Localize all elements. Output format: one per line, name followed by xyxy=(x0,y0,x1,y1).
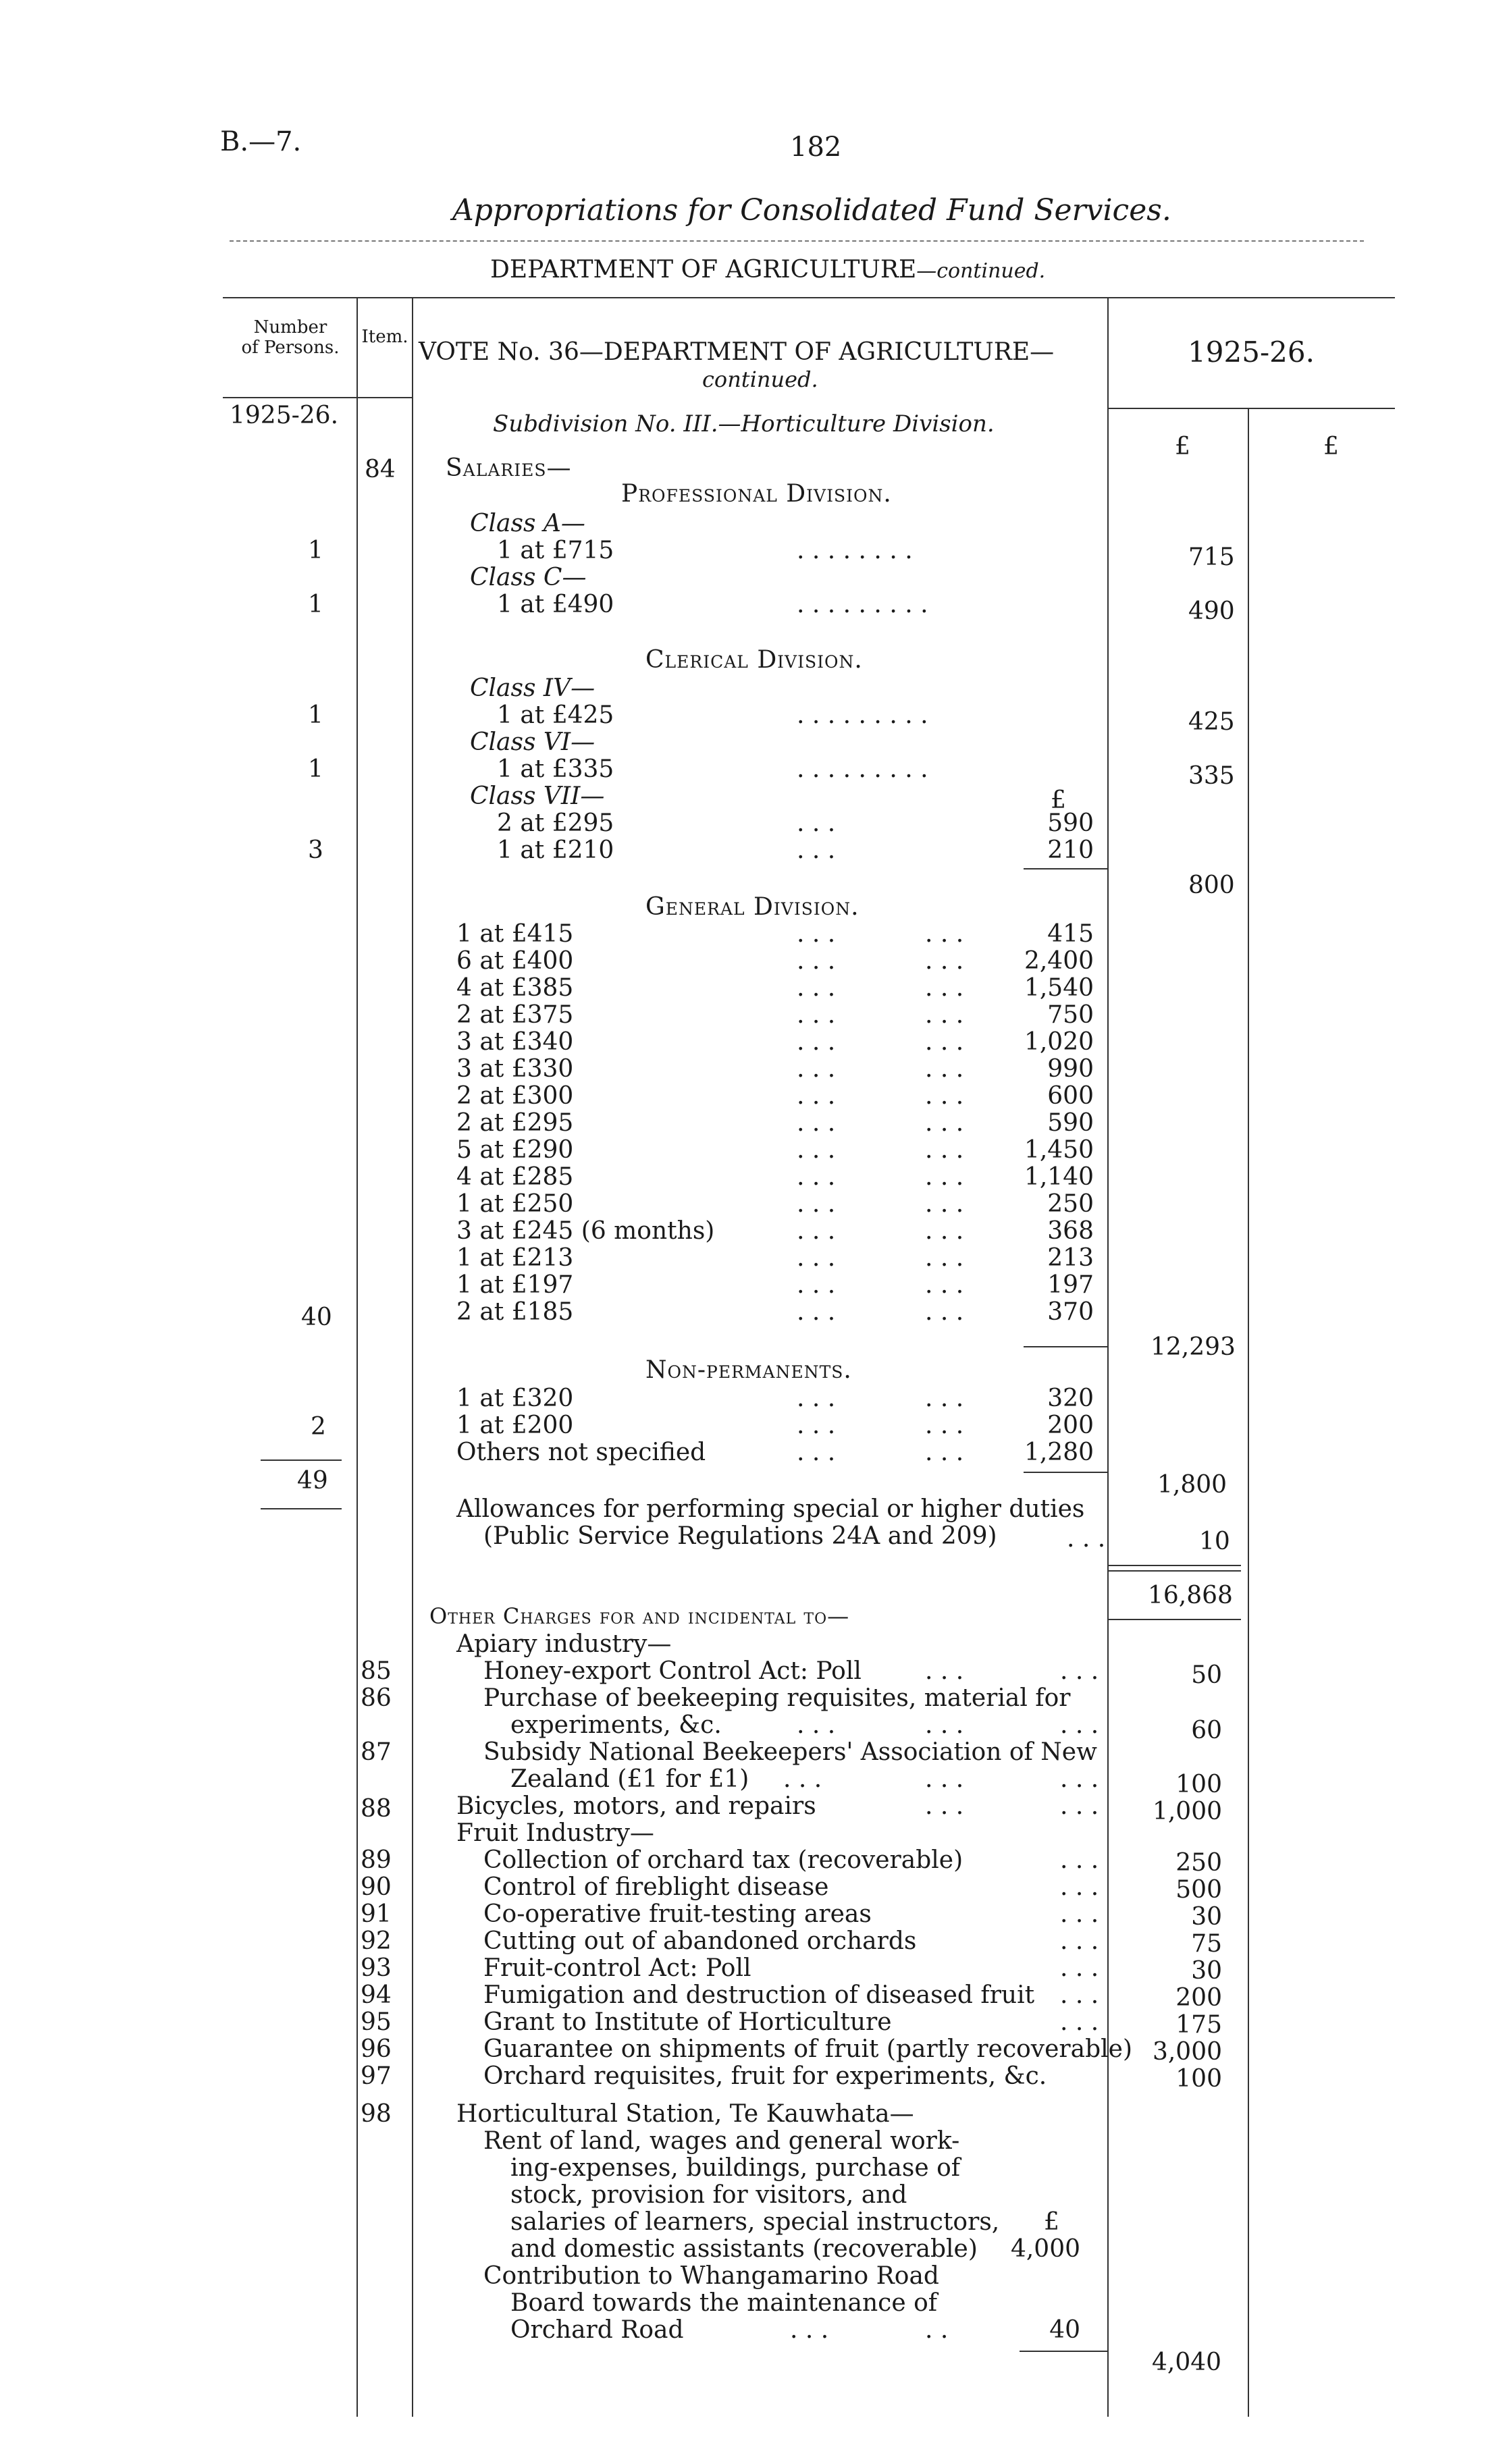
class-a-label: Class A— xyxy=(470,510,585,537)
item-86-dots-c: . . . xyxy=(1060,1711,1099,1739)
general-row-dots: . . . xyxy=(797,947,836,975)
nonperm-row-dots: . . . xyxy=(797,1412,836,1439)
nonperm-total-rule xyxy=(1024,1472,1107,1473)
general-row-amount: 197 xyxy=(1047,1271,1094,1299)
bicycles-dots-a: . . . xyxy=(925,1792,964,1820)
fruit-item-amount: 200 xyxy=(1175,1984,1222,2012)
general-row-dots: . . . xyxy=(797,1163,836,1191)
class-vii-dots-2: . . . xyxy=(797,836,836,864)
class-vi-label: Class VI— xyxy=(470,728,596,756)
class-vi-desc: 1 at £335 xyxy=(497,755,614,783)
nonperm-row-dots: . . . xyxy=(797,1439,836,1466)
fruit-item-dots: . . . xyxy=(1060,1981,1099,2009)
general-row-amount: 990 xyxy=(1047,1055,1094,1083)
persons-header-line2: of Persons. xyxy=(241,338,340,358)
fruit-item-desc: Collection of orchard tax (recoverable) xyxy=(483,1846,963,1874)
class-vii-sub-2: 210 xyxy=(1047,836,1094,864)
station-heading: Horticultural Station, Te Kauwhata— xyxy=(456,2100,914,2128)
general-row-desc: 1 at £250 xyxy=(456,1190,574,1218)
fruit-item-number: 93 xyxy=(361,1954,392,1982)
item-86: 86 xyxy=(361,1684,392,1712)
general-row-dots: . . . xyxy=(925,1217,964,1245)
general-row-desc: 2 at £375 xyxy=(456,1001,574,1029)
pound-column-1: £ xyxy=(1175,433,1190,460)
bicycles-dots-b: . . . xyxy=(1060,1792,1099,1820)
nonperm-row-amount: 200 xyxy=(1047,1412,1094,1439)
general-row-dots: . . . xyxy=(797,1136,836,1164)
fruit-item-number: 92 xyxy=(361,1927,392,1955)
general-row-dots: . . . xyxy=(797,1028,836,1056)
class-iv-persons: 1 xyxy=(308,701,323,729)
nonperm-row-dots: . . . xyxy=(797,1385,836,1412)
item-87-desc-1: Subsidy National Beekeepers' Association of New xyxy=(483,1738,1097,1766)
item-header: Item. xyxy=(361,327,408,347)
amount-split-rule xyxy=(1248,408,1249,2417)
class-vii-total: 800 xyxy=(1188,872,1235,899)
item-98: 98 xyxy=(361,2100,392,2128)
general-division-heading: General Division. xyxy=(645,893,860,921)
clerical-division-heading: Clerical Division. xyxy=(645,646,863,674)
general-row-amount: 368 xyxy=(1047,1217,1094,1245)
persons-column-rule xyxy=(356,297,358,2417)
nonperm-row-amount: 1,280 xyxy=(1024,1439,1094,1466)
station-rent-amount: 4,000 xyxy=(1010,2235,1080,2263)
subdivision-heading: Subdivision No. III.—Horticulture Division. xyxy=(493,410,995,437)
fruit-item-number: 91 xyxy=(361,1900,392,1928)
class-vi-amount: 335 xyxy=(1188,762,1235,790)
title-rule xyxy=(230,240,1364,242)
general-row-desc: 1 at £213 xyxy=(456,1244,574,1272)
item-86-dots-b: . . . xyxy=(925,1711,964,1739)
general-row-dots: . . . xyxy=(925,1298,964,1326)
amount-column-rule xyxy=(1107,297,1109,2417)
department-name: DEPARTMENT OF AGRICULTURE xyxy=(490,256,917,284)
class-c-amount: 490 xyxy=(1188,597,1235,625)
station-contrib-line-2: Board towards the maintenance of xyxy=(510,2289,938,2317)
department-heading xyxy=(490,257,1045,285)
bicycles-desc: Bicycles, motors, and repairs xyxy=(456,1792,816,1820)
item-84: 84 xyxy=(365,456,396,483)
vote-header-line2: continued. xyxy=(702,367,818,392)
nonperm-row-amount: 320 xyxy=(1047,1385,1094,1412)
year-header: 1925-26. xyxy=(1188,336,1315,369)
class-vii-total-rule xyxy=(1024,868,1107,869)
class-a-persons: 1 xyxy=(308,537,323,564)
general-row-dots: . . . xyxy=(797,1190,836,1218)
general-row-dots: . . . xyxy=(797,1001,836,1029)
class-iv-amount: 425 xyxy=(1188,708,1235,736)
fruit-item-desc: Orchard requisites, fruit for experiments, &c. xyxy=(483,2062,1047,2090)
general-row-dots: . . . xyxy=(797,1298,836,1326)
fruit-item-desc: Fumigation and destruction of diseased fruit xyxy=(483,1981,1035,2009)
nonperm-row-desc: Others not specified xyxy=(456,1439,706,1466)
general-row-desc: 6 at £400 xyxy=(456,947,574,975)
salaries-total-rule-3 xyxy=(1107,1619,1241,1620)
class-vii-dots-1: . . . xyxy=(797,809,836,837)
general-row-amount: 600 xyxy=(1047,1082,1094,1110)
fruit-item-number: 96 xyxy=(361,2035,392,2063)
class-vii-desc-2: 1 at £210 xyxy=(497,836,614,864)
item-87-dots-b: . . . xyxy=(925,1765,964,1793)
item-87-amount: 100 xyxy=(1175,1771,1222,1798)
fruit-item-desc: Guarantee on shipments of fruit (partly recoverable) xyxy=(483,2035,1132,2063)
general-row-amount: 590 xyxy=(1047,1109,1094,1137)
fruit-item-dots: . . . xyxy=(1060,1873,1099,1901)
general-row-desc: 5 at £290 xyxy=(456,1136,574,1164)
item-85-dots-b: . . . xyxy=(1060,1657,1099,1685)
fruit-item-dots: . . . xyxy=(1060,1927,1099,1955)
general-row-dots: . . . xyxy=(797,974,836,1002)
fruit-item-amount: 3,000 xyxy=(1152,2038,1222,2066)
persons-header-rule xyxy=(223,397,356,398)
general-row-desc: 2 at £300 xyxy=(456,1082,574,1110)
persons-total-rule-bottom xyxy=(261,1508,342,1509)
class-vii-pound: £ xyxy=(1051,786,1066,814)
professional-division-heading: Professional Division. xyxy=(621,480,892,508)
allowances-dots: . . . xyxy=(1067,1525,1106,1553)
fruit-item-amount: 30 xyxy=(1191,1957,1222,1985)
station-total-rule xyxy=(1020,2351,1107,2352)
nonperm-row-desc: 1 at £200 xyxy=(456,1412,574,1439)
general-row-dots: . . . xyxy=(925,1136,964,1164)
general-row-amount: 2,400 xyxy=(1024,947,1094,975)
nonperm-total: 1,800 xyxy=(1157,1471,1227,1499)
station-contrib-dots-a: . . . xyxy=(790,2316,829,2344)
general-row-dots: . . . xyxy=(925,1190,964,1218)
fruit-item-amount: 30 xyxy=(1191,1903,1222,1931)
item-87: 87 xyxy=(361,1738,392,1766)
fruit-item-dots: . . . xyxy=(1060,2008,1099,2036)
total-persons: 49 xyxy=(297,1467,328,1495)
class-vii-desc-1: 2 at £295 xyxy=(497,809,614,837)
fruit-item-amount: 250 xyxy=(1175,1849,1222,1877)
class-a-desc: 1 at £715 xyxy=(497,537,614,564)
fruit-item-number: 97 xyxy=(361,2062,392,2090)
fruit-item-number: 95 xyxy=(361,2008,392,2036)
general-row-desc: 4 at £285 xyxy=(456,1163,574,1191)
persons-total-rule-top xyxy=(261,1459,342,1461)
allowances-amount: 10 xyxy=(1199,1528,1230,1555)
general-row-desc: 4 at £385 xyxy=(456,974,574,1002)
fruit-industry-heading: Fruit Industry— xyxy=(456,1819,654,1847)
fruit-item-amount: 175 xyxy=(1175,2011,1222,2039)
persons-header-line1: Number xyxy=(253,317,327,338)
department-suffix: —continued. xyxy=(916,259,1046,283)
general-row-amount: 213 xyxy=(1047,1244,1094,1272)
page-title: Appropriations for Consolidated Fund Services. xyxy=(452,193,1171,227)
fruit-item-number: 90 xyxy=(361,1873,392,1901)
general-persons: 40 xyxy=(301,1304,332,1331)
class-c-label: Class C— xyxy=(470,564,587,591)
nonperm-persons: 2 xyxy=(311,1413,326,1441)
general-row-dots: . . . xyxy=(797,920,836,948)
fruit-item-dots: . . . xyxy=(1060,1846,1099,1874)
item-85-dots-a: . . . xyxy=(925,1657,964,1685)
station-contrib-dots-b: . . xyxy=(925,2316,949,2344)
general-total: 12,293 xyxy=(1151,1333,1236,1361)
nonperm-row-dots: . . . xyxy=(925,1385,964,1412)
nonperm-row-desc: 1 at £320 xyxy=(456,1385,574,1412)
general-row-dots: . . . xyxy=(925,1109,964,1137)
class-vii-label: Class VII— xyxy=(470,782,605,810)
class-vi-persons: 1 xyxy=(308,755,323,783)
general-row-dots: . . . xyxy=(925,1055,964,1083)
nonpermanents-heading: Non-permanents. xyxy=(645,1356,852,1384)
class-iv-label: Class IV— xyxy=(470,674,596,702)
station-contrib-line-1: Contribution to Whangamarino Road xyxy=(483,2262,939,2290)
general-row-amount: 250 xyxy=(1047,1190,1094,1218)
fruit-item-number: 89 xyxy=(361,1846,392,1874)
general-row-amount: 1,450 xyxy=(1024,1136,1094,1164)
page-number: 182 xyxy=(790,132,842,163)
salaries-total-rule-2 xyxy=(1107,1570,1241,1572)
general-row-desc: 1 at £197 xyxy=(456,1271,574,1299)
general-row-dots: . . . xyxy=(797,1109,836,1137)
station-contrib-line-3: Orchard Road xyxy=(510,2316,684,2344)
general-row-amount: 415 xyxy=(1047,920,1094,948)
item-87-dots-c: . . . xyxy=(1060,1765,1099,1793)
fruit-item-amount: 100 xyxy=(1175,2065,1222,2093)
table-top-rule xyxy=(223,297,1395,298)
general-row-desc: 2 at £295 xyxy=(456,1109,574,1137)
item-87-dots-a: . . . xyxy=(783,1765,822,1793)
general-row-dots: . . . xyxy=(797,1217,836,1245)
fruit-item-desc: Grant to Institute of Horticulture xyxy=(483,2008,892,2036)
general-row-amount: 370 xyxy=(1047,1298,1094,1326)
general-row-dots: . . . xyxy=(797,1271,836,1299)
fruit-item-desc: Cutting out of abandoned orchards xyxy=(483,1927,917,1955)
class-a-amount: 715 xyxy=(1188,543,1235,571)
general-row-desc: 3 at £340 xyxy=(456,1028,574,1056)
page-ref: B.—7. xyxy=(220,126,302,157)
general-row-desc: 3 at £245 (6 months) xyxy=(456,1217,715,1245)
general-total-rule xyxy=(1024,1346,1107,1347)
general-row-dots: . . . xyxy=(925,1001,964,1029)
fruit-item-desc: Co-operative fruit-testing areas xyxy=(483,1900,872,1928)
year-header-rule xyxy=(1107,408,1395,409)
class-vii-sub-1: 590 xyxy=(1047,809,1094,837)
station-rent-pound: £ xyxy=(1044,2208,1059,2236)
fruit-item-number: 94 xyxy=(361,1981,392,2009)
general-row-desc: 2 at £185 xyxy=(456,1298,574,1326)
general-row-dots: . . . xyxy=(797,1244,836,1272)
fruit-item-desc: Control of fireblight disease xyxy=(483,1873,829,1901)
class-vii-persons: 3 xyxy=(308,836,323,864)
other-charges-heading: Other Charges for and incidental to— xyxy=(429,1603,850,1629)
general-row-dots: . . . xyxy=(925,1163,964,1191)
station-rent-line-2: ing-expenses, buildings, purchase of xyxy=(510,2154,961,2182)
general-row-dots: . . . xyxy=(925,947,964,975)
salaries-heading: Salaries— xyxy=(446,454,572,482)
class-c-dots: . . . . . . . . . xyxy=(797,591,928,618)
station-total: 4,040 xyxy=(1152,2349,1222,2376)
item-86-desc-1: Purchase of beekeeping requisites, material for xyxy=(483,1684,1071,1712)
item-85: 85 xyxy=(361,1657,392,1685)
nonperm-row-dots: . . . xyxy=(925,1412,964,1439)
salaries-total: 16,868 xyxy=(1148,1582,1233,1609)
class-iv-dots: . . . . . . . . . xyxy=(797,701,928,729)
general-row-desc: 3 at £330 xyxy=(456,1055,574,1083)
item-column-rule xyxy=(412,297,413,2417)
general-row-dots: . . . xyxy=(925,974,964,1002)
vote-header-line1: VOTE No. 36—DEPARTMENT OF AGRICULTURE— xyxy=(419,338,1055,366)
general-row-desc: 1 at £415 xyxy=(456,920,574,948)
general-row-dots: . . . xyxy=(925,1244,964,1272)
fruit-item-dots: . . . xyxy=(1060,1900,1099,1928)
station-rent-line-4: salaries of learners, special instructors, xyxy=(510,2208,1000,2236)
fruit-item-dots: . . . xyxy=(1060,1954,1099,1982)
class-iv-desc: 1 at £425 xyxy=(497,701,614,729)
fruit-item-amount: 75 xyxy=(1191,1930,1222,1958)
persons-header xyxy=(230,317,351,358)
item-86-amount: 60 xyxy=(1191,1717,1222,1744)
station-contrib-amount: 40 xyxy=(1049,2316,1080,2344)
item-86-desc-2: experiments, &c. xyxy=(510,1711,722,1739)
station-rent-line-1: Rent of land, wages and general work- xyxy=(483,2127,960,2155)
general-row-dots: . . . xyxy=(925,1082,964,1110)
persons-year-header: 1925-26. xyxy=(230,402,339,429)
general-row-amount: 1,020 xyxy=(1024,1028,1094,1056)
general-row-dots: . . . xyxy=(925,1271,964,1299)
nonperm-row-dots: . . . xyxy=(925,1439,964,1466)
class-c-persons: 1 xyxy=(308,591,323,618)
general-row-dots: . . . xyxy=(797,1082,836,1110)
class-c-desc: 1 at £490 xyxy=(497,591,614,618)
allowances-line1: Allowances for performing special or higher duties xyxy=(456,1495,1085,1523)
item-header-rule xyxy=(356,397,412,398)
general-row-amount: 750 xyxy=(1047,1001,1094,1029)
general-row-dots: . . . xyxy=(925,1028,964,1056)
item-88: 88 xyxy=(361,1795,392,1823)
fruit-item-amount: 500 xyxy=(1175,1876,1222,1904)
salaries-total-rule-1 xyxy=(1107,1565,1241,1566)
allowances-line2: (Public Service Regulations 24A and 209) xyxy=(483,1522,997,1550)
item-85-amount: 50 xyxy=(1191,1661,1222,1689)
apiary-heading: Apiary industry— xyxy=(456,1630,672,1658)
item-85-desc: Honey-export Control Act: Poll xyxy=(483,1657,862,1685)
pound-column-2: £ xyxy=(1323,433,1339,460)
general-row-dots: . . . xyxy=(925,920,964,948)
item-86-dots-a: . . . xyxy=(797,1711,836,1739)
class-a-dots: . . . . . . . . xyxy=(797,537,913,564)
fruit-item-desc: Fruit-control Act: Poll xyxy=(483,1954,751,1982)
item-87-desc-2: Zealand (£1 for £1) xyxy=(510,1765,749,1793)
station-rent-line-3: stock, provision for visitors, and xyxy=(510,2181,907,2209)
class-vi-dots: . . . . . . . . . xyxy=(797,755,928,783)
general-row-amount: 1,540 xyxy=(1024,974,1094,1002)
general-row-amount: 1,140 xyxy=(1024,1163,1094,1191)
general-row-dots: . . . xyxy=(797,1055,836,1083)
station-rent-line-5: and domestic assistants (recoverable) xyxy=(510,2235,978,2263)
bicycles-amount: 1,000 xyxy=(1152,1798,1222,1825)
